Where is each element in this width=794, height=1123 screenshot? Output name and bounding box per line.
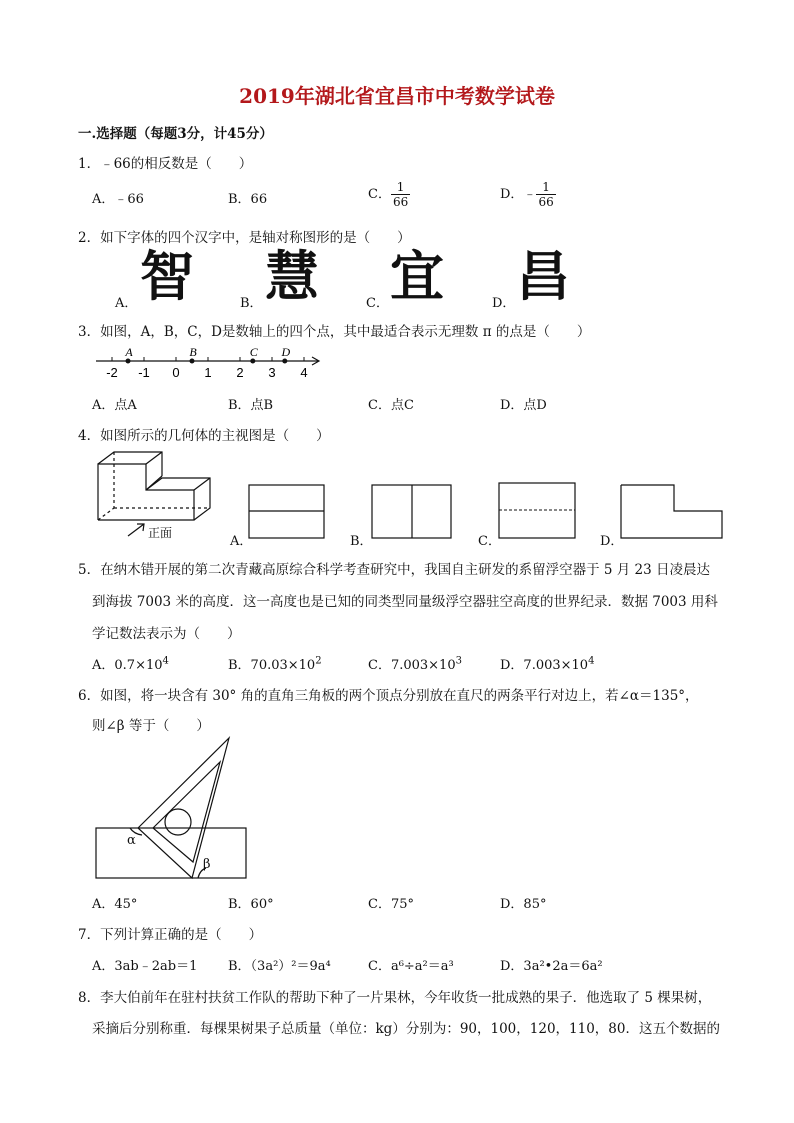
question-7-stem: 7．下列计算正确的是（ ） (78, 927, 263, 943)
view-d (620, 484, 724, 540)
question-1-stem: 1．﹣66的相反数是（ ） (78, 156, 253, 172)
question-2-stem: 2．如下字体的四个汉字中，是轴对称图形的是（ ） (78, 230, 411, 246)
tick-label: 3 (268, 365, 276, 380)
tick-label: -2 (106, 365, 118, 380)
q5-option-b: B．$70.03\times 10^2$ (228, 655, 322, 673)
point-label: D (281, 345, 291, 359)
q1-option-c: C． $\frac{1}{66}$ (368, 180, 409, 209)
tick-label: 2 (236, 365, 244, 380)
q5-option-d: D．$7.003\times 10^4$ (500, 655, 595, 673)
q6-option-c: C．75° (368, 897, 414, 912)
tick-label: 1 (204, 365, 212, 380)
q5-option-c: C．$7.003\times 10^3$ (368, 655, 462, 673)
q4-option-d: D． (600, 534, 624, 549)
q5-option-a: A．$0.7\times 10^4$ (92, 655, 169, 673)
q4-option-b: B． (350, 534, 373, 549)
point-c (250, 359, 255, 364)
question-3-stem: 3．如图，A，B，C，D是数轴上的四个点，其中最适合表示无理数 π 的点是（ ） (78, 324, 591, 340)
question-6-line2: 则∠β 等于（ ） (92, 718, 210, 734)
q6-option-a: A．45° (92, 897, 138, 912)
char-yi: 宜 (390, 245, 444, 308)
point-d (282, 359, 287, 364)
q4-option-a: A． (230, 534, 253, 549)
front-label: 正面 (148, 526, 173, 540)
char-zhi: 智 (140, 245, 194, 308)
point-label: B (189, 345, 197, 359)
q3-option-c: C．点C (368, 398, 414, 413)
q6-option-b: B．60° (228, 897, 274, 912)
question-4-stem: 4．如图所示的几何体的主视图是（ ） (78, 428, 330, 444)
view-a (248, 484, 326, 540)
q2-option-a: A． (115, 296, 138, 311)
section-heading: 一.选择题（每题3分，计45分） (78, 126, 273, 142)
ruler-triangle-figure (90, 734, 255, 884)
q1-option-b: B．66 (228, 192, 268, 207)
point-label: A (125, 345, 133, 359)
question-8-line1: 8．李大伯前年在驻村扶贫工作队的帮助下种了一片果林，今年收货一批成熟的果子．他选取了 5 棵果树， (78, 990, 712, 1006)
question-5-line2: 到海拔 7003 米的高度．这一高度也是已知的同类型同量级浮空器驻空高度的世界纪录．数据 7003 用科 (92, 594, 718, 610)
q7-option-d: D．3a²•2a＝6a² (500, 959, 603, 974)
char-chang: 昌 (516, 245, 570, 308)
point-label: C (249, 345, 258, 359)
view-c (498, 482, 578, 540)
question-5-line1: 5．在纳木错开展的第二次青藏高原综合科学考查研究中，我国自主研发的系留浮空器于 5 月 23 日凌晨达 (78, 562, 711, 578)
q2-option-d: D． (492, 296, 516, 311)
question-6-line1: 6．如图，将一块含有 30° 角的直角三角板的两个顶点分别放在直尺的两条平行对边上，若∠α＝135°， (78, 688, 699, 704)
char-hui: 慧 (265, 245, 319, 308)
q4-option-c: C． (478, 534, 501, 549)
q3-option-a: A．点A (92, 398, 137, 413)
tick-label: 4 (300, 365, 308, 380)
alpha-label: α (127, 833, 136, 848)
question-8-line2: 采摘后分别称重．每棵果树果子总质量（单位：kg）分别为：90，100，120，110，80．这五个数据的 (92, 1021, 720, 1037)
q7-option-c: C．a⁶÷a²＝a³ (368, 959, 454, 974)
number-line-figure (90, 342, 330, 382)
beta-label: β (203, 857, 211, 872)
tick-label: -1 (138, 365, 150, 380)
q1-option-d: D．﹣ $\frac{1}{66}$ (500, 180, 554, 209)
question-5-line3: 学记数法表示为（ ） (92, 626, 241, 642)
q6-option-d: D．85° (500, 897, 547, 912)
q7-option-b: B．（3a²）²＝9a⁴ (228, 959, 331, 974)
q2-option-b: B． (240, 296, 263, 311)
q7-option-a: A．3ab﹣2ab＝1 (92, 959, 198, 974)
point-a (126, 359, 131, 364)
view-b (371, 484, 453, 540)
q2-option-c: C． (366, 296, 389, 311)
q3-option-b: B．点B (228, 398, 274, 413)
page-title: 2019年湖北省宜昌市中考数学试卷 (239, 84, 555, 108)
q3-option-d: D．点D (500, 398, 547, 413)
q1-option-a: A．﹣66 (92, 192, 144, 207)
point-b (190, 359, 195, 364)
tick-label: 0 (172, 365, 180, 380)
